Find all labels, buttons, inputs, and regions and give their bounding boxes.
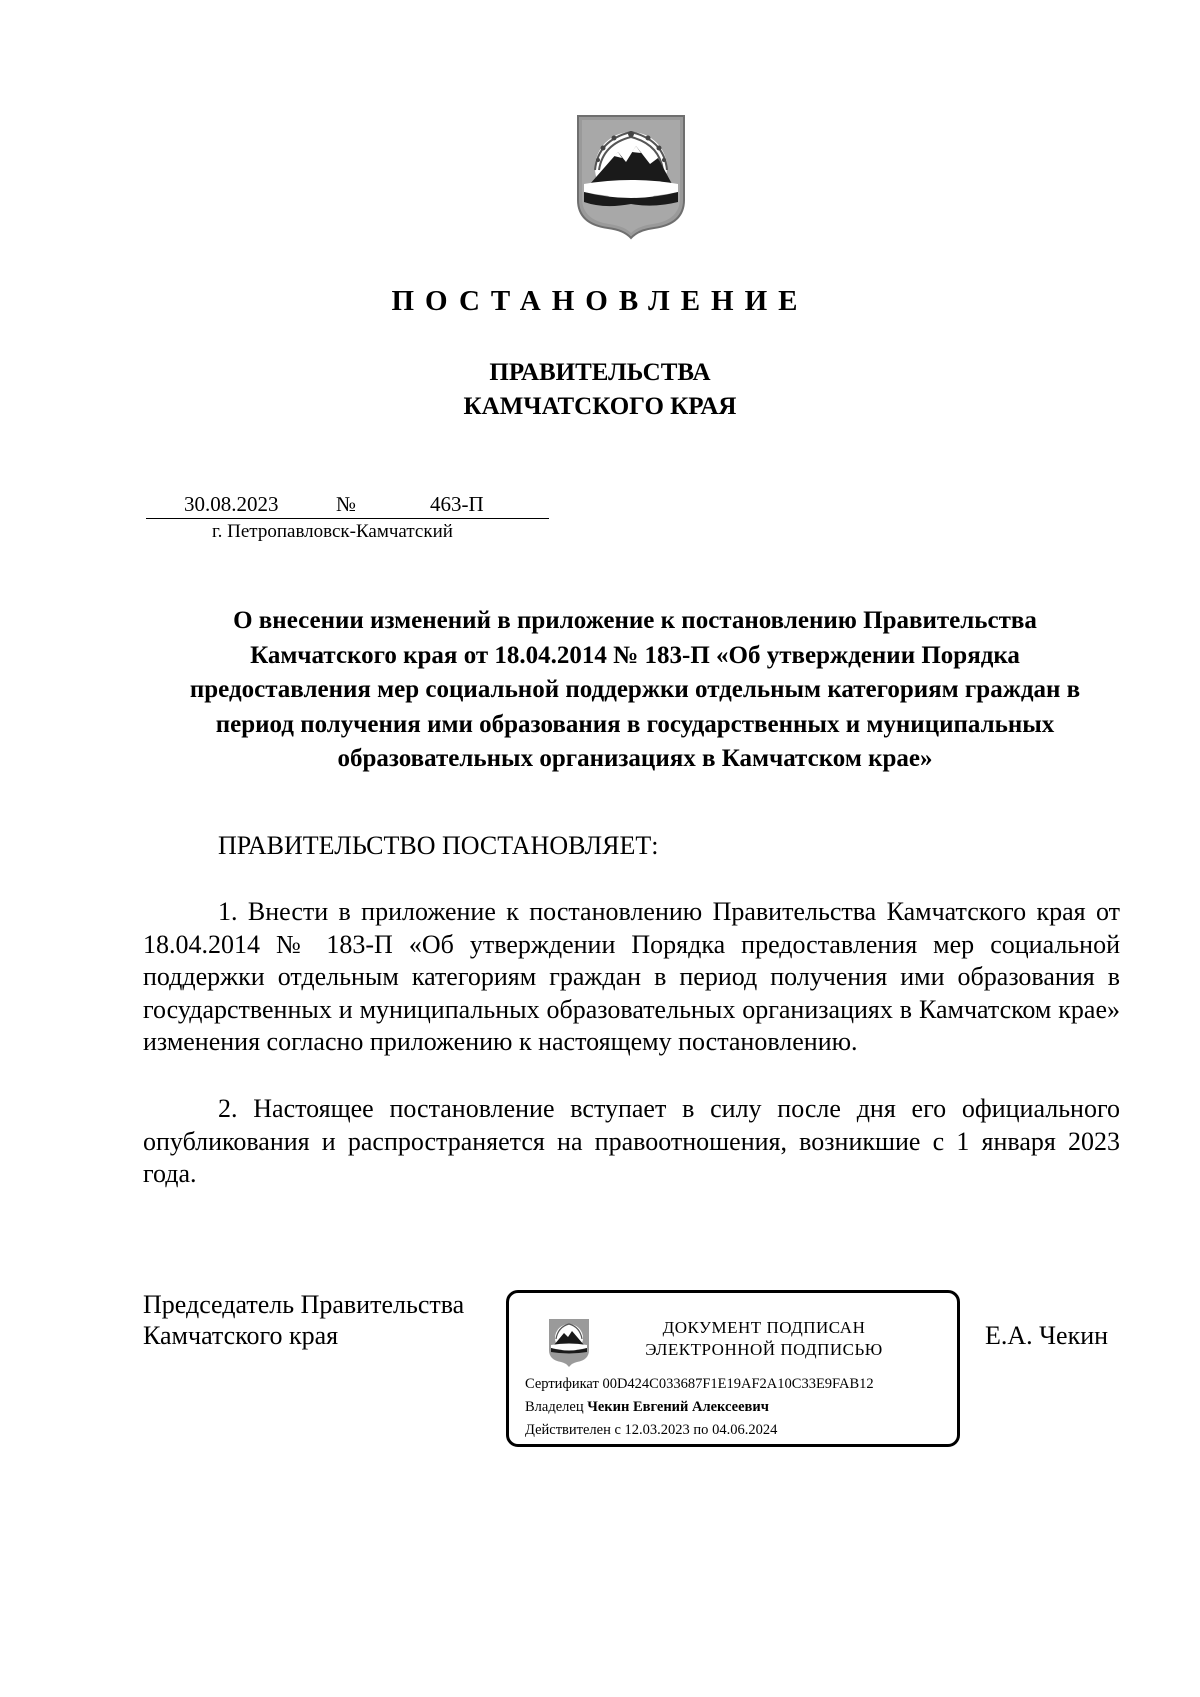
validity-from: 12.03.2023 [624,1422,690,1438]
stamp-certificate [525,1375,874,1393]
issuer-line-2: КАМЧАТСКОГО КРАЯ [463,393,737,420]
paragraph-2: 2. Настоящее постановление вступает в силу после дня его официального опубликования и распространяется на правоотношения, возникшие с 1 января 2023 года. [143,1094,1120,1188]
stamp-owner [525,1398,769,1416]
document-title: О внесении изменений в приложение к постановлению Правительства Камчатского края от 18.04.2014 № 183-П «Об утверждении Порядка предоставления мер социальной поддержки отдельным категориям граждан в период получения ими образования в государственных и муниципальных образовательных организациях в Камчатском крае» [189,607,1081,772]
decree-statement: ПРАВИТЕЛЬСТВО ПОСТАНОВЛЯЕТ: [218,831,659,860]
validity-label: Действителен с [525,1422,621,1438]
issuer-heading [0,356,1200,424]
document-date: 30.08.2023 [184,492,279,516]
signatory-position-line-1: Председатель Правительства [143,1290,465,1319]
signatory-position [143,1289,464,1351]
owner-value: Чекин Евгений Алексеевич [587,1399,769,1415]
certificate-value: 00D424C033687F1E19AF2A10C33E9FAB12 [602,1376,874,1392]
kamchatka-coat-of-arms-icon [574,112,688,242]
validity-to: 04.06.2024 [712,1422,778,1438]
document-number: 463-П [430,492,484,516]
issue-place: г. Петропавловск-Камчатский [212,521,453,542]
certificate-label: Сертификат [525,1376,599,1392]
document-type-heading: ПОСТАНОВЛЕНИЕ [391,285,809,317]
paragraph-1: 1. Внести в приложение к постановлению Правительства Камчатского края от 18.04.2014 № 183-П «Об утверждении Порядка предоставления мер социальной поддержки отдельным категориям граждан в период получения ими образования в государственных и муниципальных образовательных организациях в Камчатском крае» изменения согласно приложению к настоящему постановлению. [143,897,1120,1056]
signatory-name: Е.А. Чекин [985,1321,1109,1350]
stamp-validity [525,1421,777,1439]
stamp-title-line-1: ДОКУМЕНТ ПОДПИСАН [662,1318,866,1337]
stamp-title [599,1317,929,1361]
number-sign: № [336,492,357,516]
signatory-position-line-2: Камчатского края [143,1321,339,1350]
stamp-title-line-2: ЭЛЕКТРОННОЙ ПОДПИСЬЮ [645,1340,883,1359]
registration-line [146,492,549,519]
electronic-signature-stamp [506,1290,960,1447]
issuer-line-1: ПРАВИТЕЛЬСТВА [489,359,711,386]
kamchatka-coat-of-arms-small-icon [546,1316,592,1370]
validity-to-label: по [693,1422,709,1438]
owner-label: Владелец [525,1399,584,1415]
